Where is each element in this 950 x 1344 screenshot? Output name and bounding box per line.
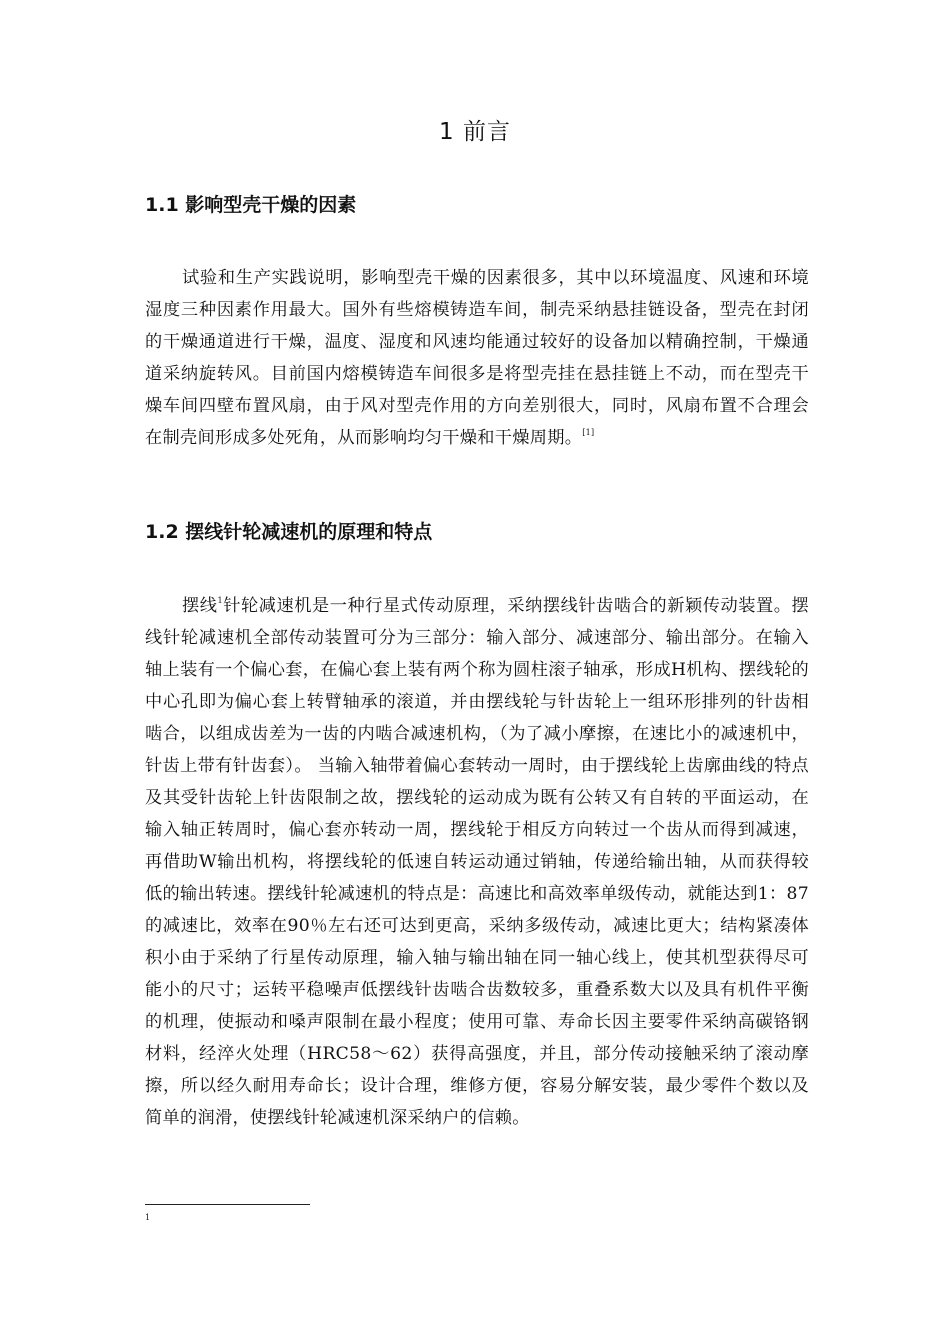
footnote-reference: 1 bbox=[217, 596, 223, 605]
section-heading-1-2: 1.2 摆线针轮减速机的原理和特点 bbox=[145, 521, 433, 543]
paragraph-text: 试验和生产实践说明，影响型壳干燥的因素很多，其中以环境温度、风速和环境湿度三种因素作用最大。国外有些熔模铸造车间，制壳采纳悬挂链设备，型壳在封闭的干燥通道进行干燥，温度、湿度和风速均能通过较好的设备加以精确控制，干燥通道采纳旋转风。目前国内熔模铸造车间很多是将型壳挂在悬挂链上不动，而在型壳干燥车间四壁布置风扇，由于风对型壳作用的方向差别很大，同时，风扇布置不合理会在制壳间形成多处死角，从而影响均匀干燥和干燥周期。 bbox=[145, 268, 809, 448]
section-heading-1-1: 1.1 影响型壳干燥的因素 bbox=[145, 194, 357, 216]
paragraph-text: 针轮减速机是一种行星式传动原理，采纳摆线针齿啮合的新颖传动装置。摆线针轮减速机全部传动装置可分为三部分：输入部分、减速部分、输出部分。在输入轴上装有一个偏心套，在偏心套上装有两个称为圆柱滚子轴承，形成H机构、摆线轮的中心孔即为偏心套上转臂轴承的滚道，并由摆线轮与针齿轮上一组环形排列的针齿相啮合，以组成齿差为一齿的内啮合减速机构，（为了减小摩擦，在速比小的减速机中，针齿上带有针齿套）。 当输入轴带着偏心套转动一周时，由于摆线轮上齿廓曲线的特点及其受针齿轮上针齿限制之故，摆线轮的运动成为既有公转又有自转的平面运动，在输入轴正转周时，偏心套亦转动一周，摆线轮于相反方向转过一个齿从而得到减速，再借助W输出机构，将摆线轮的低速自转运动通过销轴，传递给输出轴，从而获得较低的输出转速。摆线针轮减速机的特点是：高速比和高效率单级传动，就能达到1：87的减速比，效率在90％左右还可达到更高，采纳多级传动，减速比更大；结构紧凑体积小由于采纳了行星传动原理，输入轴与输出轴在同一轴心线上，使其机型获得尽可能小的尺寸；运转平稳噪声低摆线针齿啮合齿数较多，重叠系数大以及具有机件平衡的机理，使振动和嗓声限制在最小程度；使用可靠、寿命长因主要零件采纳高碳铬钢材料，经淬火处理（HRC58～62）获得高强度，并且，部分传动接触采纳了滚动摩擦，所以经久耐用寿命长；设计合理，维修方便，容易分解安装，最少零件个数以及简单的润滑，使摆线针轮减速机深采纳户的信赖。 bbox=[145, 596, 809, 1128]
paragraph-drying-factors bbox=[145, 262, 809, 454]
paragraph-lead-text: 摆线 bbox=[182, 596, 218, 616]
citation-marker: [1] bbox=[582, 428, 595, 437]
paragraph-reducer-principle bbox=[145, 590, 809, 1134]
footnote-mark: 1 bbox=[145, 1213, 151, 1222]
footnote-separator bbox=[145, 1204, 310, 1205]
chapter-title: 1 前言 bbox=[439, 119, 511, 145]
